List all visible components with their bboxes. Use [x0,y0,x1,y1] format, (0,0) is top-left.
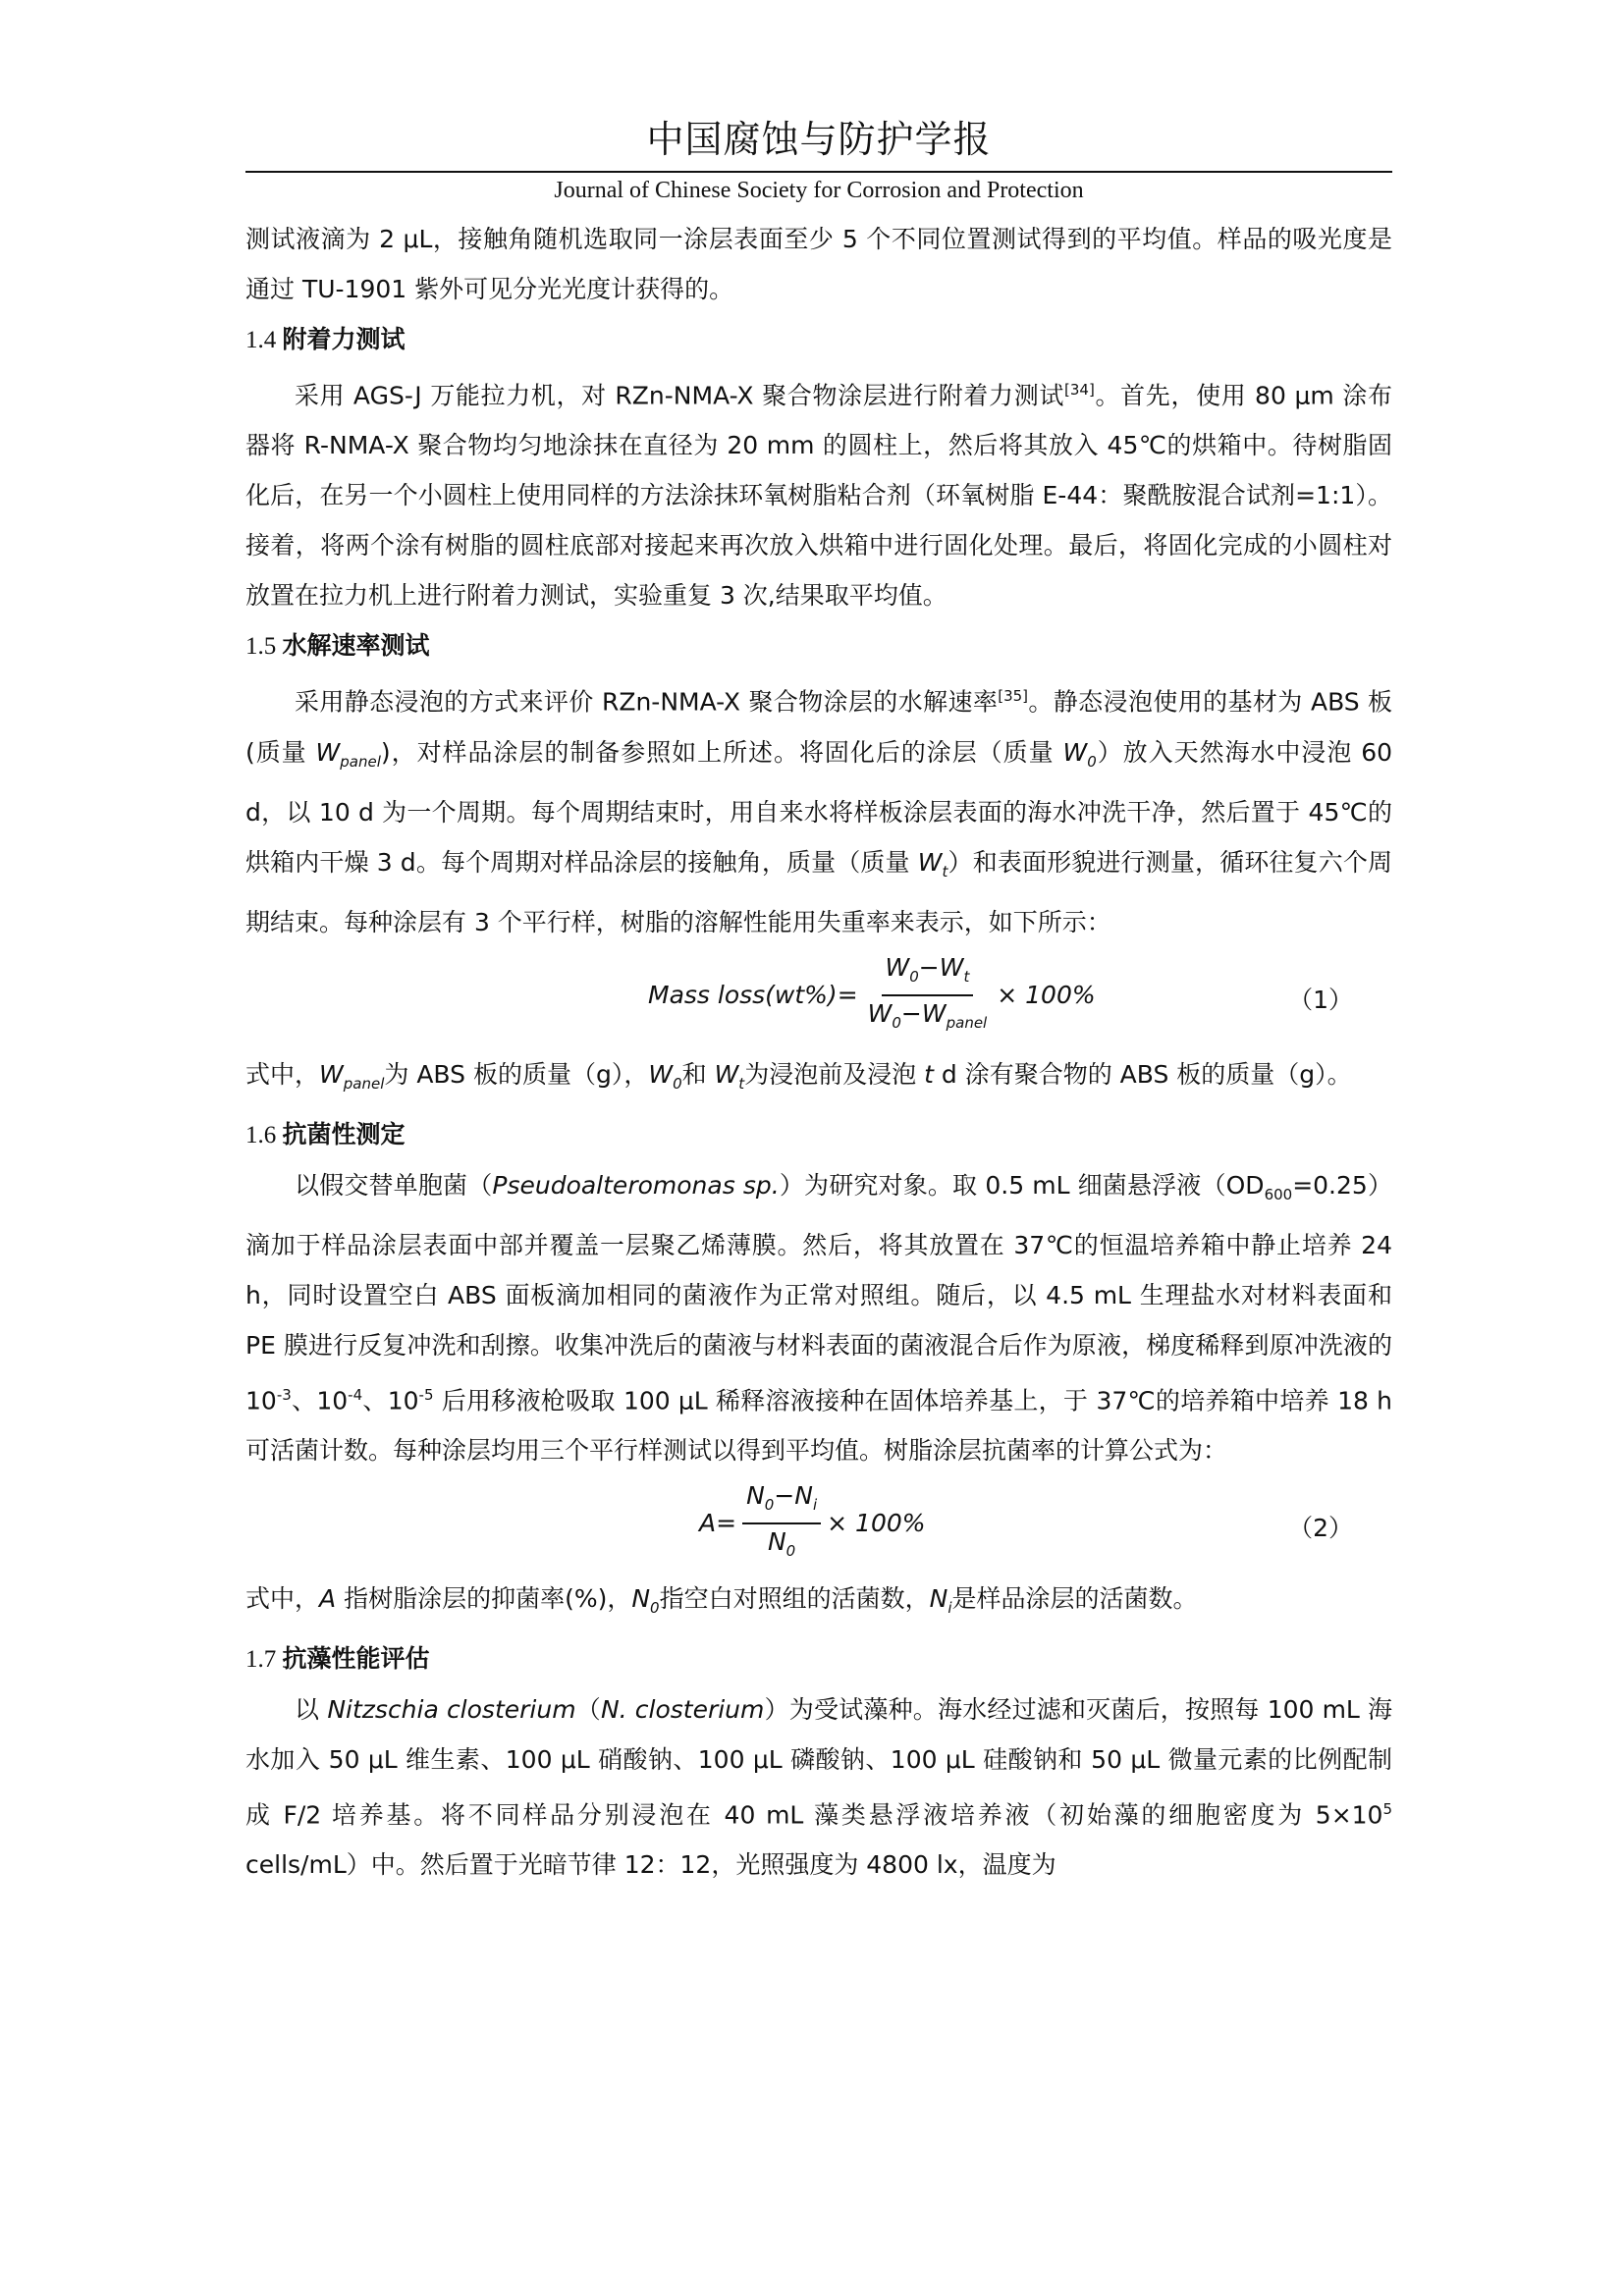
symbol-wt [917,847,948,881]
section-title: 附着力测试 [282,325,406,353]
symbol-subscript: t [738,1074,745,1093]
symbol-letter: W [917,847,943,877]
text-run: 、10 [291,1385,349,1415]
text-run: （ [575,1694,601,1724]
od-subscript: 600 [1264,1185,1293,1203]
journal-title-en: Journal of Chinese Society for Corrosion and Protection [554,178,1084,203]
text-run: 为 ABS 板的质量（g）， [384,1059,649,1089]
var: N [746,1480,765,1510]
text-run: 以 [295,1694,328,1724]
symbol-w0 [1062,737,1097,771]
text-run: ）为研究对象。取 0.5 mL 细菌悬浮液（OD [779,1170,1265,1200]
section-title: 抗藻性能评估 [282,1643,430,1673]
section-number: 1.6 [245,1121,283,1148]
symbol-w-panel [315,737,381,771]
symbol-subscript: 0 [650,1598,660,1617]
var-sub: i [812,1495,818,1514]
equation-fraction [742,1481,821,1566]
symbol-a: A [319,1583,337,1613]
species-name-short: N. closterium [600,1694,765,1724]
text-run: 、10 [362,1385,419,1415]
intro-line-1: 测试液滴为 2 μL，接触角随机选取同一涂层表面至少 5 个不同位置测试得到的平均值。样 [245,225,1243,253]
text-run: 指树脂涂层的抑菌率(%)， [336,1583,632,1613]
hydrolysis-paragraph [245,671,1392,946]
header-rule [245,171,1392,173]
section-number: 1.5 [245,633,283,661]
text-run: 为浸泡前及浸泡 [744,1059,925,1089]
var-sub: 0 [785,1541,796,1560]
var-sub: 0 [909,967,919,986]
text-run: ）放入天然海水中浸泡 60 d，以 10 d 为一个周期。每个周期结束时，用自来水将样板涂层表面的海水冲洗干净，然后置于 45℃的烘箱内干燥 3 d。每个周期对样品涂层的接触角，质量（质量 [245,737,1393,877]
var-sub: t [963,967,970,986]
symbol-subscript: i [947,1598,952,1617]
equation-1-body [648,953,1096,1038]
antibacterial-paragraph [245,1160,1392,1475]
text-run: ）为受试藻种。海水经过滤和灭菌后，按照每 100 mL 海水加入 50 μL 维生素、100 μL 硝酸钠、100 μL 磷酸钠、100 μL 硅酸钠和 50 μL 微量元素的比例配制成 F/2 培养基。将不同样品分别浸泡在 40 mL 藻类悬浮液培养液（初始藻的细胞密度为 5×10 [245,1694,1392,1830]
exponent: 5 [1382,1799,1392,1818]
section-number: 1.4 [245,327,283,353]
text-run: cells/mL）中。然后置于光暗节律 12：12，光照强度为 4800 lx，温度为 [245,1850,1056,1880]
text-run: ）和表面形貌进行测量，循环往复六个周期结束。每种涂层有 3 个平行样，树脂的溶解性能用失重率来表示，如下所示： [245,847,1392,936]
text-run: =0.25）滴加于样品涂层表面中部并覆盖一层聚乙烯薄膜。然后，将其放置在 37℃的恒温培养箱中静止培养 24 h，同时设置空白 ABS 面板滴加相同的菌液作为正常对照组。随后，以 4.5 mL 生理盐水对材料表面和 PE 膜进行反复冲洗和刮擦。收集冲洗后的菌液与材料表面的菌液混合后作为原液，梯度稀释到原冲洗液的 10 [245,1170,1392,1415]
section-title: 抗菌性测定 [282,1119,406,1148]
fraction-numerator [882,953,974,996]
symbol-w-panel [319,1059,385,1093]
species-name: Pseudoalteromonas sp. [492,1170,780,1200]
symbol-letter: W [648,1059,674,1089]
text-run: 式中， [245,1059,320,1089]
equation-2 [245,1475,1392,1574]
symbol-letter: N [631,1583,651,1613]
section-heading-1-6 [245,1109,1392,1160]
symbol-subscript: 0 [1087,752,1097,771]
equation-2-explanation [245,1574,1392,1633]
equation-rhs: × 100% [827,1509,926,1538]
text-run: 采用 AGS-J 万能拉力机，对 RZn-NMA-X 聚合物涂层进行附着力测试 [295,381,1065,410]
symbol-t: t [924,1059,934,1089]
var: W [921,998,947,1028]
exponent: -3 [276,1385,292,1404]
symbol-subscript: panel [343,1074,385,1093]
equation-lhs: A= [699,1509,737,1538]
symbol-letter: W [315,737,341,767]
minus-sign: − [918,952,940,982]
fraction-denominator [864,996,992,1038]
text-run: d 涂有聚合物的 ABS 板的质量（g）。 [933,1059,1352,1089]
minus-sign: − [774,1480,795,1510]
text-run: 式中， [245,1583,320,1613]
text-run: 。首先，使用 80 μm 涂布器将 R-NMA-X 聚合物均匀地涂抹在直径为 20 mm 的圆柱上，然后将其放入 45℃的烘箱中。待树脂固化后，在另一个小圆柱上使用同样的方法涂抹环氧树脂粘合剂（环氧树脂 E-44：聚酰胺混合试剂=1:1）。接着，将两个涂有树脂的圆柱底部对接起来再次放入烘箱中进行固化处理。最后，将固化完成的小圆柱对放置在拉力机上进行附着力测试，实验重复 3 次,结果取平均值。 [245,381,1392,611]
text-run: 采用静态浸泡的方式来评价 RZn-NMA-X 聚合物涂层的水解速率 [295,687,999,717]
var: N [767,1526,786,1556]
text-run: 。静态浸泡使用的基材为 ABS 板(质量 [245,687,1392,767]
fraction-numerator [742,1481,821,1524]
symbol-letter: N [929,1583,948,1613]
section-title: 水解速率测试 [282,631,430,661]
fraction-denominator [764,1524,799,1566]
equation-rhs: × 100% [997,981,1096,1010]
var: W [885,952,910,982]
symbol-subscript: panel [340,752,381,771]
symbol-w0 [648,1059,682,1093]
section-heading-1-5 [245,620,1392,671]
equation-lhs: Mass loss(wt%)= [648,981,858,1010]
var-sub: 0 [892,1013,901,1032]
symbol-wt [714,1059,745,1093]
symbol-letter: W [319,1059,344,1089]
equation-2-body [699,1481,926,1566]
section-heading-1-4 [245,314,1392,365]
text-run: 和 [681,1059,715,1089]
equation-number: （2） [1288,1513,1353,1542]
symbol-subscript: t [942,862,948,881]
equation-1-explanation [245,1049,1392,1109]
var-sub: 0 [764,1495,775,1514]
citation-ref: [34] [1064,381,1095,399]
text-run: )，对样品涂层的制备参照如上所述。将固化后的涂层（质量 [380,737,1063,767]
adhesion-paragraph [245,365,1392,620]
var-sub: panel [946,1013,988,1032]
antialgae-paragraph [245,1684,1392,1890]
intro-line-2: 品的吸光度是通过 TU-1901 紫外可见分光光度计获得的。 [245,225,1392,303]
section-number: 1.7 [245,1645,283,1673]
symbol-letter: W [1062,737,1088,767]
symbol-n0 [631,1583,660,1617]
equation-fraction [864,953,992,1038]
exponent: -5 [418,1385,434,1404]
symbol-subscript: 0 [673,1074,682,1093]
var: N [794,1480,813,1510]
text-run: 后用移液枪吸取 100 μL 稀释溶液接种在固体培养基上，于 37℃的培养箱中培养 18 h 可活菌计数。每种涂层均用三个平行样测试以得到平均值。树脂涂层抗菌率的计算公式为： [245,1385,1393,1465]
text-run: 以假交替单胞菌（ [295,1170,493,1200]
minus-sign: − [900,998,922,1028]
journal-header [245,116,1392,163]
article-body [245,214,1392,1890]
exponent: -4 [348,1385,363,1404]
section-heading-1-7 [245,1633,1392,1684]
var: W [939,952,964,982]
text-run: 是样品涂层的活菌数。 [951,1583,1198,1613]
species-name: Nitzschia closterium [327,1694,576,1724]
journal-title-cn: 中国腐蚀与防护学报 [646,118,992,161]
equation-number: （1） [1288,985,1353,1014]
var: W [867,998,893,1028]
text-run: 指空白对照组的活菌数， [659,1583,930,1613]
symbol-ni [929,1583,952,1617]
equation-1 [245,947,1392,1049]
symbol-letter: W [714,1059,739,1089]
intro-paragraph [245,214,1392,314]
citation-ref: [35] [998,687,1029,706]
